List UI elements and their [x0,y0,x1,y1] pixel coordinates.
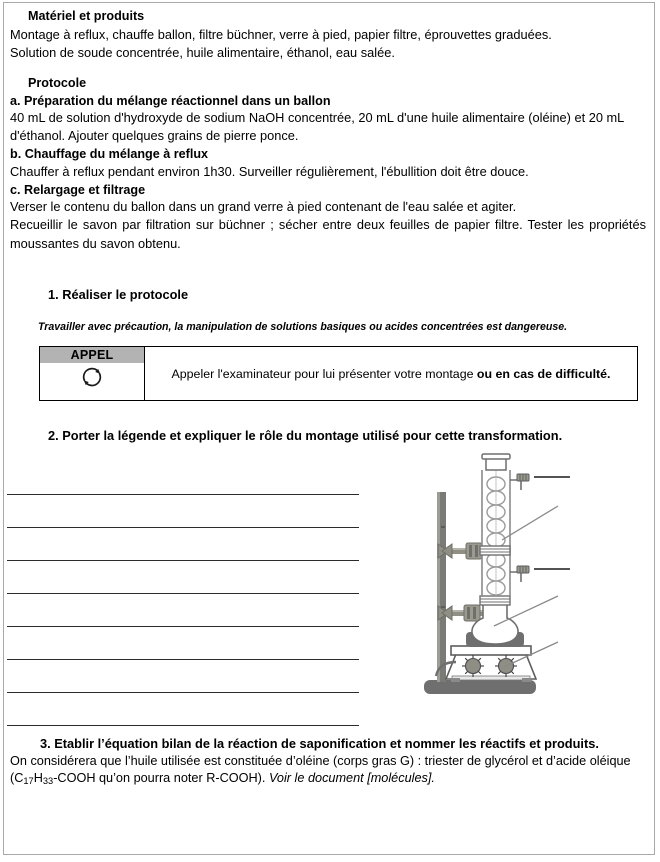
water-inlet-hose-barb [510,566,529,582]
q3-text-pre: On considérera que l’huile utilisée est constituée d’oléine (corps gras G) : triester de glycérol et d’acide oléique (C [10,753,631,785]
materiel-line-1: Montage à reflux, chauffe ballon, filtre büchner, verre à pied, papier filtre, éprouvettes graduées. [10,26,552,42]
question-3-note [10,753,650,788]
condenser [480,470,510,596]
q3-sub-1: 17 [23,775,34,786]
step-c-text-1: Verser le contenu du ballon dans un grand verre à pied contenant de l'eau salée et agiter. [10,199,517,215]
hotplate-knob-left [462,655,484,677]
step-b-title: b. Chauffage du mélange à reflux [10,147,209,162]
protocole-heading: Protocole [28,76,87,91]
appel-label: APPEL [40,347,144,363]
step-c-text-2: Recueillir le savon par filtration sur büchner ; sécher entre deux feuilles de papier filtre. Tester les propriétés moussantes du savon obtenu. [10,217,646,251]
answer-line[interactable] [7,627,359,660]
q3-sub-2: 33 [42,775,54,786]
appel-table [39,346,638,401]
safety-warning: Travailler avec précaution, la manipulation de solutions basiques ou acides concentrées est dangereuse. [38,321,568,334]
ground-glass-joint-lower [480,596,510,605]
answer-line[interactable] [7,561,359,594]
question-3: 3. Etablir l’équation bilan de la réaction de saponification et nommer les réactifs et produits. [40,736,599,751]
step-c-title: c. Relargage et filtrage [10,182,146,197]
q3-mid-1: H [33,770,43,785]
answer-lines-group [7,462,359,726]
water-outlet-hose-barb [510,474,529,490]
step-a-text: 40 mL de solution d'hydroxyde de sodium NaOH concentrée, 20 mL d'une huile alimentaire (oléine) et 20 mL d'éthanol. Ajouter quelques grains de pierre ponce. [10,110,624,144]
answer-line[interactable] [7,462,359,495]
question-1: 1. Réaliser le protocole [48,286,189,302]
step-a-title: a. Préparation du mélange réactionnel dans un ballon [10,93,331,108]
materiel-line-2: Solution de soude concentrée, huile alimentaire, éthanol, eau salée. [10,44,395,60]
appel-text-bold: ou en cas de difficulté. [476,366,611,381]
question-2: 2. Porter la légende et expliquer le rôle du montage utilisé pour cette transformation. [48,428,563,444]
table-row [40,347,638,401]
answer-line[interactable] [7,528,359,561]
answer-line[interactable] [7,495,359,528]
answer-line[interactable] [7,693,359,726]
appel-text-normal: Appeler l'examinateur pour lui présenter votre montage [171,366,477,381]
hotplate [446,646,536,682]
appel-instruction-cell [145,347,638,401]
step-b-text: Chauffer à reflux pendant environ 1h30. Surveiller régulièrement, l'ébullition doit être douce. [10,163,529,179]
support-stand-base [424,680,536,694]
materiel-heading: Matériel et produits [28,9,145,23]
appel-left-cell [40,347,145,401]
circular-arrows-icon [40,363,144,400]
question-3-block [10,736,650,788]
answer-line[interactable] [7,660,359,693]
answer-line[interactable] [7,594,359,627]
reflux-apparatus-diagram [418,448,638,706]
condenser-top-joint [482,454,510,470]
q3-mid-2: -COOH qu’on pourra noter R-COOH). [53,770,269,785]
q3-italic-tail: Voir le document [molécules]. [268,770,435,785]
